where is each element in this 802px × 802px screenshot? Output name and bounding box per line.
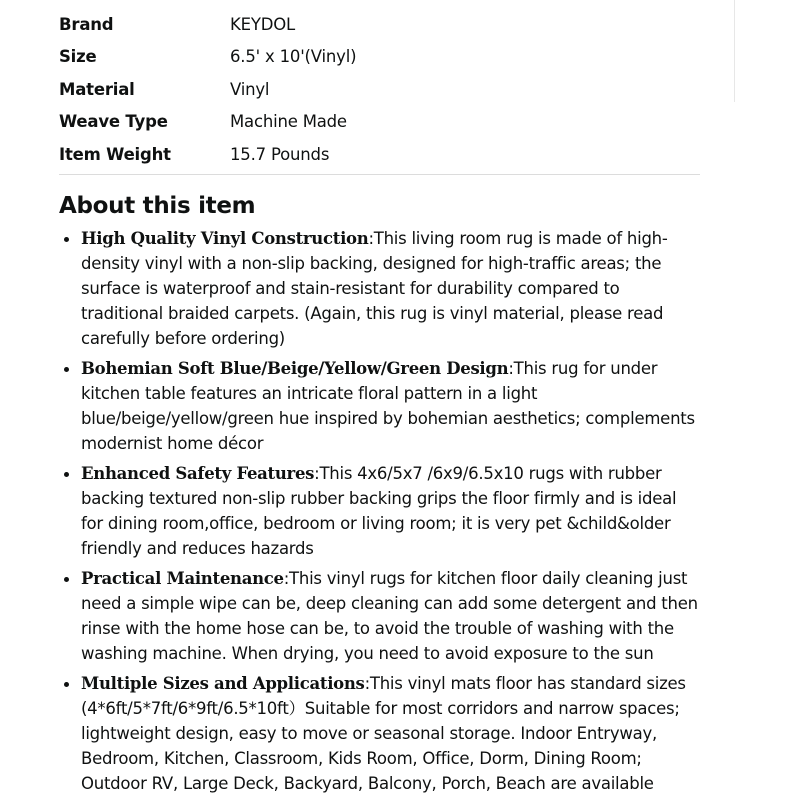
spec-value: 6.5' x 10'(Vinyl) <box>230 47 357 67</box>
bullet-dot-icon <box>64 472 69 477</box>
spec-row-material <box>59 73 719 106</box>
feature-bullet <box>81 461 703 561</box>
spec-value: 15.7 Pounds <box>230 144 330 164</box>
feature-bullet-list <box>81 226 703 801</box>
bullet-dot-icon <box>64 577 69 582</box>
bullet-dot-icon <box>64 682 69 687</box>
feature-bullet-heading: High Quality Vinyl Construction <box>81 229 369 248</box>
feature-bullet-text: :This vinyl rugs for kitchen floor daily cleaning just need a simple wipe can be, deep cleaning can add some detergent and then rinse with the home hose can be, to avoid the trouble of washing with the washing machine. When drying, you need to avoid exposure to the sun <box>81 569 698 663</box>
spec-key: Material <box>59 79 135 99</box>
spec-value: Vinyl <box>230 79 270 99</box>
feature-bullet <box>81 226 703 351</box>
feature-bullet <box>81 671 703 796</box>
feature-bullet <box>81 566 703 666</box>
product-specs-table <box>59 8 719 171</box>
spec-value: KEYDOL <box>230 14 296 34</box>
feature-bullet-text: :This vinyl mats floor has standard sizes (4*6ft/5*7ft/6*9ft/6.5*10ft）Suitable for most corridors and narrow spaces; lightweight design, easy to move or seasonal storage. Indoor Entryway, Bedroom, Kitchen, Classroom, Kids Room, Office, Dorm, Dining Room; Outdoor RV, Large Deck, Backyard, Balcony, Porch, Beach are available <box>81 674 686 793</box>
spec-key: Brand <box>59 14 114 34</box>
spec-value: Machine Made <box>230 112 347 132</box>
section-divider <box>59 174 700 175</box>
spec-row-item-weight <box>59 138 719 171</box>
bullet-dot-icon <box>64 237 69 242</box>
feature-bullet <box>81 356 703 456</box>
spec-row-weave-type <box>59 106 719 139</box>
spec-key: Size <box>59 47 97 67</box>
feature-bullet-text: :This 4x6/5x7 /6x9/6.5x10 rugs with rubber backing textured non-slip rubber backing grips the floor firmly and is ideal for dining room,office, bedroom or living room; it is very pet &child&older friendly and reduces hazards <box>81 464 677 558</box>
spec-row-brand <box>59 8 719 41</box>
feature-bullet-heading: Practical Maintenance <box>81 569 284 588</box>
bullet-dot-icon <box>64 367 69 372</box>
feature-bullet-heading: Bohemian Soft Blue/Beige/Yellow/Green Design <box>81 359 509 378</box>
feature-bullet-heading: Multiple Sizes and Applications <box>81 674 365 693</box>
spec-key: Item Weight <box>59 144 171 164</box>
about-this-item-heading: About this item <box>59 193 256 219</box>
feature-bullet-heading: Enhanced Safety Features <box>81 464 315 483</box>
spec-row-size <box>59 41 719 74</box>
spec-key: Weave Type <box>59 112 168 132</box>
feature-bullet-text: :This living room rug is made of high-density vinyl with a non-slip backing, designed for high-traffic areas; the surface is waterproof and stain-resistant for durability compared to traditional braided carpets. (Again, this rug is vinyl material, please read carefully before ordering) <box>81 229 668 348</box>
feature-bullet-text: :This rug for under kitchen table features an intricate floral pattern in a light blue/beige/yellow/green hue inspired by bohemian aesthetics; complements modernist home décor <box>81 359 695 453</box>
column-divider <box>734 0 735 102</box>
